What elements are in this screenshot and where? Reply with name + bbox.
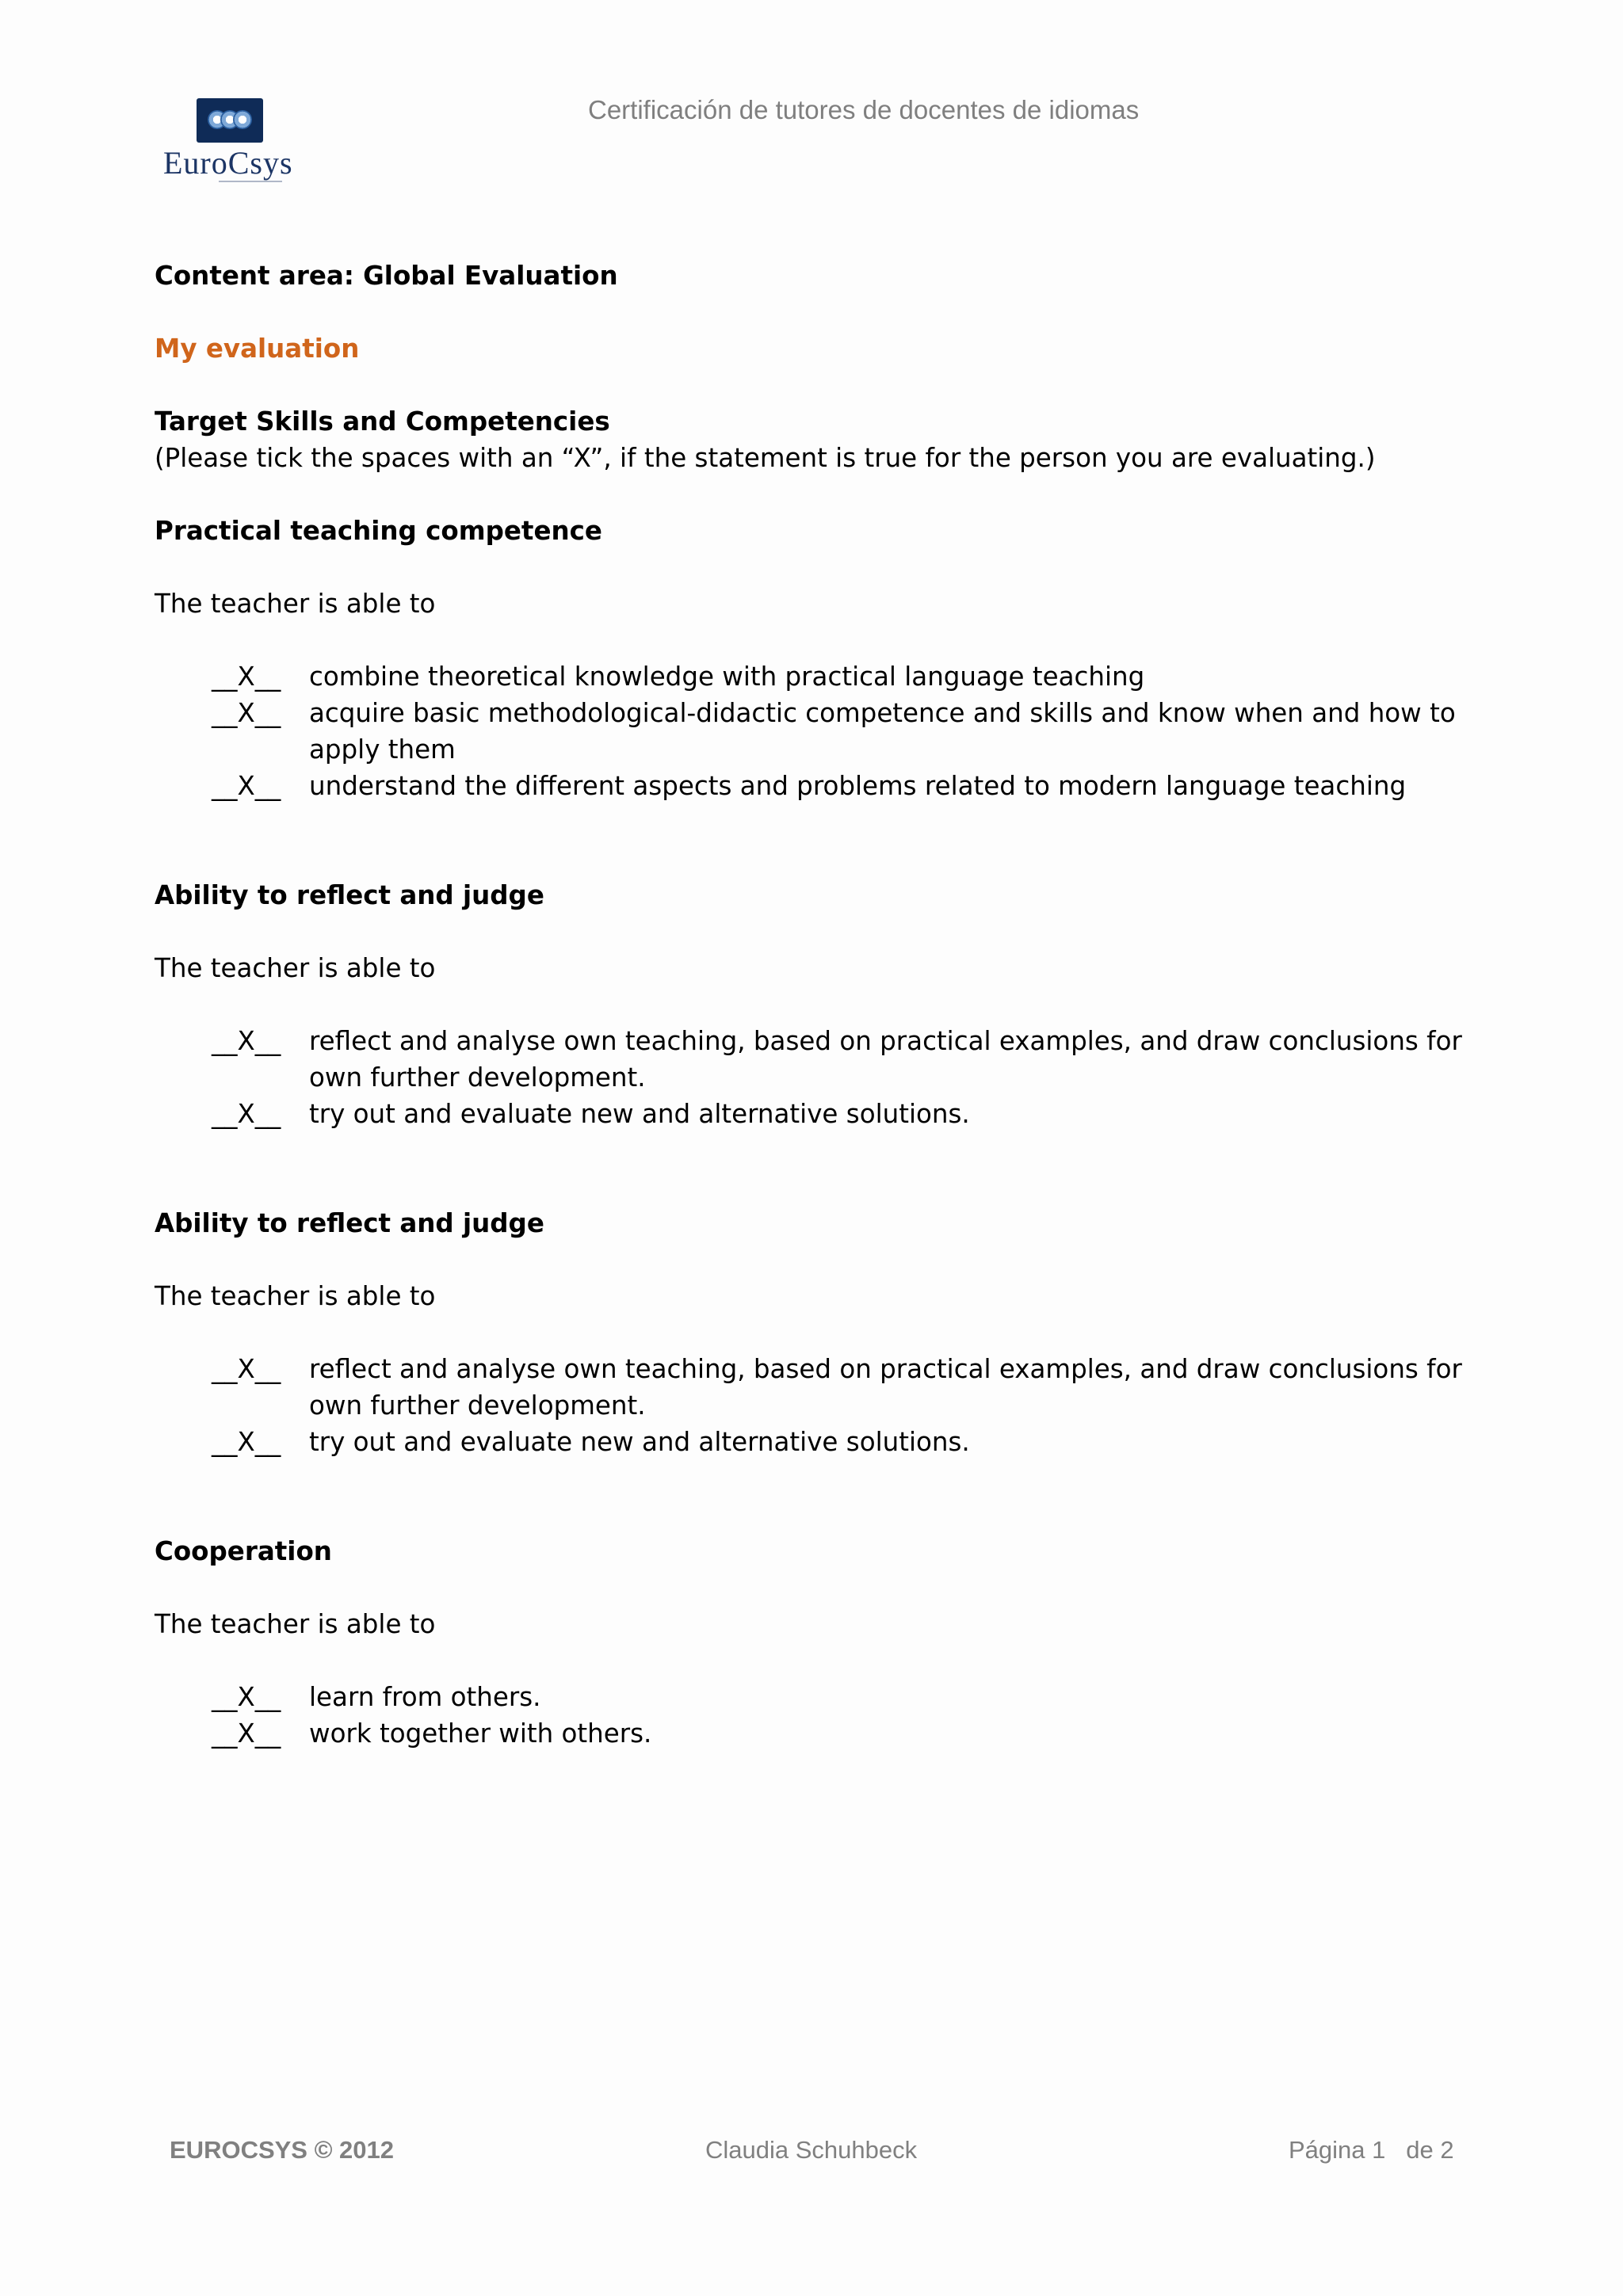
statement-list [212, 658, 1486, 804]
target-skills-heading: Target Skills and Competencies [155, 406, 610, 437]
tick-mark[interactable]: __X__ [212, 1099, 281, 1129]
footer-copyright: EUROCSYS © 2012 [170, 2136, 395, 2164]
statement-text: reflect and analyse own teaching, based on practical examples, and draw conclusions for own further development. [309, 1026, 1462, 1093]
tick-mark[interactable]: __X__ [212, 1026, 281, 1056]
header-title: Certificación de tutores de docentes de idiomas [588, 95, 1140, 124]
document-body [155, 257, 1486, 1752]
statement-item [212, 1715, 1486, 1752]
statement-text: try out and evaluate new and alternative solutions. [309, 1099, 970, 1129]
tick-mark[interactable]: __X__ [212, 1718, 281, 1749]
statement-text: learn from others. [309, 1682, 541, 1712]
statement-item [212, 1424, 1486, 1460]
tick-mark[interactable]: __X__ [212, 1427, 281, 1457]
statement-list [212, 1351, 1486, 1460]
footer-page-number: Página 1 de 2 [1289, 2136, 1454, 2164]
section-heading: Cooperation [155, 1536, 332, 1566]
section-intro: The teacher is able to [155, 1281, 436, 1311]
statement-item [212, 768, 1486, 804]
statement-text: work together with others. [309, 1718, 652, 1749]
section-heading: Ability to reflect and judge [155, 880, 544, 910]
tick-mark[interactable]: __X__ [212, 1354, 281, 1384]
tick-mark[interactable]: __X__ [212, 698, 281, 728]
section-heading: Ability to reflect and judge [155, 1208, 544, 1238]
target-instruction: (Please tick the spaces with an “X”, if the statement is true for the person you are evaluating.) [155, 443, 1376, 473]
evaluation-section [155, 513, 1486, 877]
statement-item [212, 658, 1486, 695]
section-intro: The teacher is able to [155, 589, 436, 619]
section-intro: The teacher is able to [155, 1609, 436, 1639]
statement-text: acquire basic methodological-didactic competence and skills and know when and how to apply them [309, 698, 1456, 765]
tick-mark[interactable]: __X__ [212, 662, 281, 692]
tick-mark[interactable]: __X__ [212, 1682, 281, 1712]
evaluation-section [155, 1205, 1486, 1533]
statement-text: try out and evaluate new and alternative solutions. [309, 1427, 970, 1457]
logo-mark-icon [197, 98, 263, 143]
section-intro: The teacher is able to [155, 953, 436, 983]
evaluation-section [155, 1533, 1486, 1752]
footer-author: Claudia Schuhbeck [705, 2136, 918, 2164]
statement-text: combine theoretical knowledge with practical language teaching [309, 662, 1145, 692]
eurocsys-logo [155, 92, 306, 192]
statement-list [212, 1679, 1486, 1752]
statement-item [212, 1351, 1486, 1424]
statement-item [212, 695, 1486, 768]
statement-item [212, 1096, 1486, 1132]
content-area-heading: Content area: Global Evaluation [155, 261, 618, 291]
statement-item [212, 1679, 1486, 1715]
statement-item [212, 1023, 1486, 1096]
statement-list [212, 1023, 1486, 1132]
my-evaluation-heading: My evaluation [155, 334, 360, 364]
logo-text: EuroCsys [163, 145, 293, 181]
evaluation-section [155, 877, 1486, 1205]
statement-text: understand the different aspects and problems related to modern language teaching [309, 771, 1407, 801]
statement-text: reflect and analyse own teaching, based on practical examples, and draw conclusions for own further development. [309, 1354, 1462, 1421]
section-heading: Practical teaching competence [155, 516, 602, 546]
tick-mark[interactable]: __X__ [212, 771, 281, 801]
